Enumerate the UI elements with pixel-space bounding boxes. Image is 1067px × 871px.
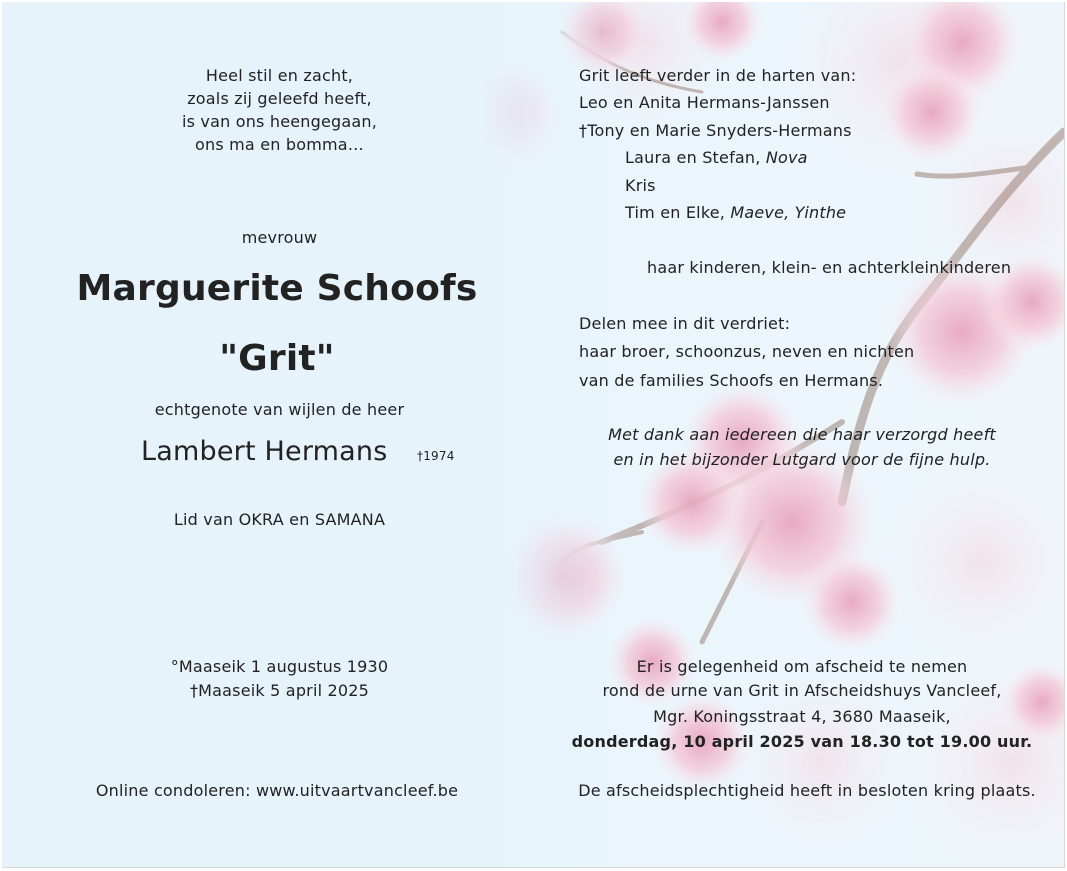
farewell-line-2: rond de urne van Grit in Afscheidshuys Vancleef, xyxy=(602,681,1002,700)
share-heading: Delen mee in dit verdriet: xyxy=(579,314,791,333)
title-prefix: mevrouw xyxy=(241,228,318,247)
farewell-line-3: Mgr. Koningsstraat 4, 3680 Maaseik, xyxy=(653,707,951,726)
deceased-name: Marguerite Schoofs xyxy=(76,268,478,309)
poem-line-2: zoals zij geleefd heeft, xyxy=(187,89,372,108)
thanks-line-1: Met dank aan iedereen die haar verzorgd heeft xyxy=(608,425,996,444)
family-line-5-children: Maeve, Yinthe xyxy=(730,203,847,222)
memorial-card xyxy=(2,2,1065,868)
spouse-name: Lambert Hermans xyxy=(141,436,388,467)
family-line-3-children: Nova xyxy=(765,148,808,167)
family-line-5-names: Tim en Elke, xyxy=(625,203,731,222)
family-line-1: Leo en Anita Hermans-Janssen xyxy=(579,93,830,112)
condolence-link[interactable]: Online condoleren: www.uitvaartvancleef.be xyxy=(95,781,459,800)
poem-line-3: is van ons heengegaan, xyxy=(181,112,378,131)
thanks-line-2: en in het bijzonder Lutgard voor de fijne hulp. xyxy=(613,450,991,469)
death-info: †Maaseik 5 april 2025 xyxy=(189,681,370,700)
membership: Lid van OKRA en SAMANA xyxy=(173,510,386,529)
spouse-death-year: †1974 xyxy=(417,449,455,463)
family-line-3-names: Laura en Stefan, xyxy=(625,148,766,167)
spouse-intro: echtgenote van wijlen de heer xyxy=(154,400,405,419)
descendants: haar kinderen, klein- en achterkleinkinderen xyxy=(647,258,1012,277)
poem-line-1: Heel stil en zacht, xyxy=(205,66,354,85)
deceased-nickname: "Grit" xyxy=(219,338,335,379)
farewell-line-1: Er is gelegenheid om afscheid te nemen xyxy=(636,657,968,676)
ceremony-note: De afscheidsplechtigheid heeft in besloten kring plaats. xyxy=(578,781,1036,800)
family-line-3 xyxy=(625,147,808,169)
farewell-date: donderdag, 10 april 2025 van 18.30 tot 19.00 uur. xyxy=(571,732,1033,751)
share-line-2: van de families Schoofs en Hermans. xyxy=(579,371,884,390)
family-line-2: †Tony en Marie Snyders-Hermans xyxy=(579,121,852,140)
family-line-5 xyxy=(625,202,846,224)
survivors-heading: Grit leeft verder in de harten van: xyxy=(579,66,857,85)
birth-info: °Maaseik 1 augustus 1930 xyxy=(170,657,389,676)
share-line-1: haar broer, schoonzus, neven en nichten xyxy=(579,342,915,361)
poem-line-4: ons ma en bomma… xyxy=(194,135,365,154)
family-line-4: Kris xyxy=(625,176,656,195)
